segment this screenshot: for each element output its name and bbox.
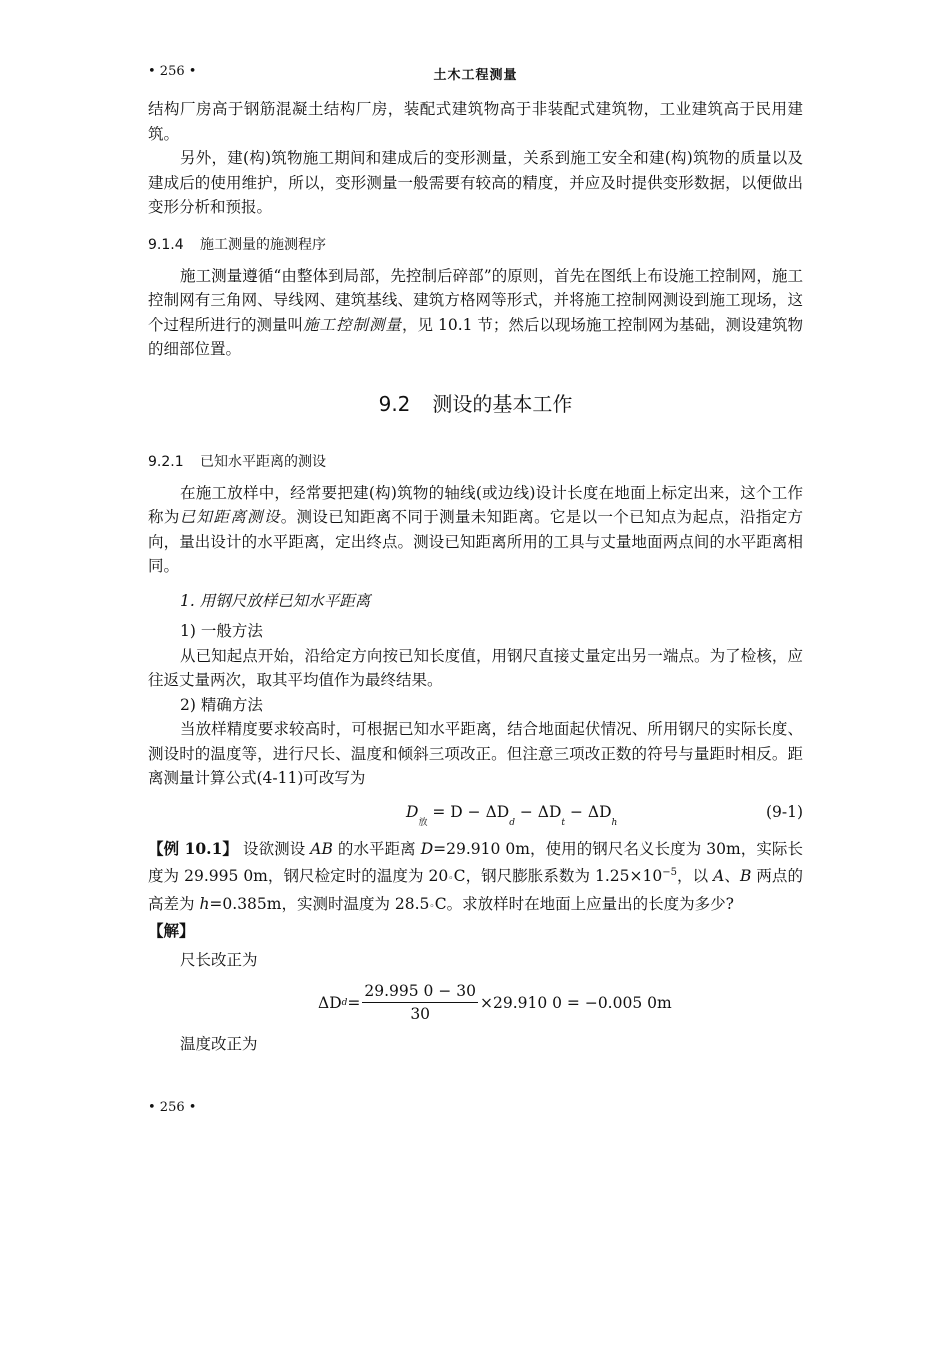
chapter-heading-9-2 [148, 388, 803, 417]
fraction [362, 982, 478, 1023]
text-run: 两点的高差为 [148, 867, 803, 913]
var-AB: AB [310, 839, 333, 858]
section-number: 9.2.1 [148, 453, 184, 470]
equation-9-1 [148, 799, 803, 837]
text-run: ，见 10.1 节；然后以现场施工控制网为基础，测设建筑物的细部位置。 [148, 315, 803, 358]
text-run: 施工测量遵循“由整体到局部，先控制后碎部”的原则，首先在图纸上布设施工控制网，施工控制网有三角网、导线网、建筑基线、建筑方格网等形式，并将施工控制网测设到施工现场，这个过程所进行的测量叫 [148, 266, 803, 334]
equation-tape-correction [148, 978, 803, 1032]
subheading-precise-method: 2) 精确方法 [180, 695, 263, 714]
page-header [148, 64, 803, 84]
paragraph-tape-correction: 尺长改正为 [180, 950, 258, 969]
paragraph-procedure [148, 264, 803, 362]
header-book-title: 土木工程测量 [433, 68, 518, 83]
chapter-number: 9.2 [378, 391, 411, 416]
eq-symbol: D [406, 802, 419, 821]
eq-equals: = [347, 993, 361, 1012]
section-title: 已知水平距离的测设 [200, 453, 326, 470]
paragraph-continuation: 结构厂房高于钢筋混凝土结构厂房，装配式建筑物高于非装配式建筑物，工业建筑高于民用建筑。 [148, 100, 803, 143]
paragraph-known-distance [148, 481, 803, 579]
section-heading-9-2-1 [148, 451, 803, 471]
var-B: B [740, 867, 752, 886]
equation-number: (9-1) [765, 802, 803, 821]
page-body [148, 97, 803, 1057]
exponent: −5 [662, 867, 677, 878]
term-known-distance: 已知距离测设 [179, 508, 281, 526]
example-label: 【例 10.1】 [148, 838, 238, 858]
section-number: 9.1.4 [148, 236, 184, 253]
eq-term: = D − ΔD [427, 802, 510, 821]
paragraph-precise-method: 当放样精度要求较高时，可根据已知水平距离，结合地面起伏情况、所用钢尺的实际长度、测设时的温度等，进行尺长、温度和倾斜三项改正。但注意三项改正数的符号与量距时相反。距离测量计算公式(4-11)可改写为 [148, 720, 803, 787]
text-run: 的水平距离 [332, 839, 421, 858]
paragraph-temperature-correction: 温度改正为 [180, 1035, 258, 1054]
solution-label: 【解】 [148, 921, 195, 941]
var-h: h [199, 894, 210, 913]
text-run: C。求放样时在地面上应量出的长度为多少? [434, 894, 734, 913]
eq-term: − ΔD [565, 802, 612, 821]
chapter-title: 测设的基本工作 [432, 391, 573, 416]
eq-term: − ΔD [514, 802, 562, 821]
degree-sign: ◦ [448, 874, 454, 885]
text-run: ，以 [677, 867, 714, 886]
degree-sign: ◦ [429, 901, 435, 912]
eq-subscript: t [561, 817, 566, 828]
text-run: C，钢尺膨胀系数为 1.25×10 [453, 867, 663, 886]
eq-symbol: ΔD [318, 993, 342, 1012]
text-run: 在施工放样中，经常要把建(构)筑物的轴线(或边线)设计长度在地面上标定出来，这个工作称为 [148, 483, 803, 526]
fraction-numerator: 29.995 0 − 30 [362, 982, 478, 1003]
eq-subscript: 放 [418, 817, 428, 828]
term-construction-control: 施工控制测量 [303, 315, 403, 334]
text-run: 设欲测设 [238, 839, 311, 858]
eq-subscript: d [509, 817, 515, 828]
var-A: A [713, 867, 725, 886]
equation-body [318, 982, 672, 1023]
section-title: 施工测量的施测程序 [200, 236, 326, 253]
section-heading-9-1-4 [148, 234, 803, 254]
text-run: =29.910 0m，使用的钢尺名义长度为 30m，实际长度为 29.995 0m，钢尺检定时的温度为 20 [148, 839, 803, 886]
text-run: =0.385m，实测时温度为 28.5 [209, 894, 430, 913]
eq-subscript: d [341, 997, 348, 1008]
subheading-steel-tape: 1. 用钢尺放样已知水平距离 [180, 591, 371, 610]
paragraph-deformation: 另外，建(构)筑物施工期间和建成后的变形测量，关系到施工安全和建(构)筑物的质量以及建成后的使用维护，所以，变形测量一般需要有较高的精度，并应及时提供变形数据，以便做出变形分析和预报。 [148, 149, 803, 216]
text-run: 。测设已知距离不同于测量未知距离。它是以一个已知点为起点，沿指定方向，量出设计的水平距离，定出终点。测设已知距离所用的工具与丈量地面两点间的水平距离相同。 [148, 508, 803, 575]
equation-body [406, 803, 617, 828]
paragraph-general-method: 从已知起点开始，沿给定方向按已知长度值，用钢尺直接丈量定出另一端点。为了检核，应往返丈量两次，取其平均值作为最终结果。 [148, 646, 803, 689]
text-run: 、 [724, 867, 740, 886]
var-D: D [420, 839, 434, 858]
example-10-1 [148, 837, 803, 920]
eq-subscript: h [611, 817, 618, 828]
page-footer: • 256 • [148, 1100, 197, 1115]
subheading-general-method: 1) 一般方法 [180, 622, 263, 640]
eq-term: ×29.910 0 = −0.005 0m [479, 993, 672, 1012]
fraction-denominator: 30 [410, 1005, 431, 1024]
header-page-number: • 256 • [148, 64, 197, 79]
